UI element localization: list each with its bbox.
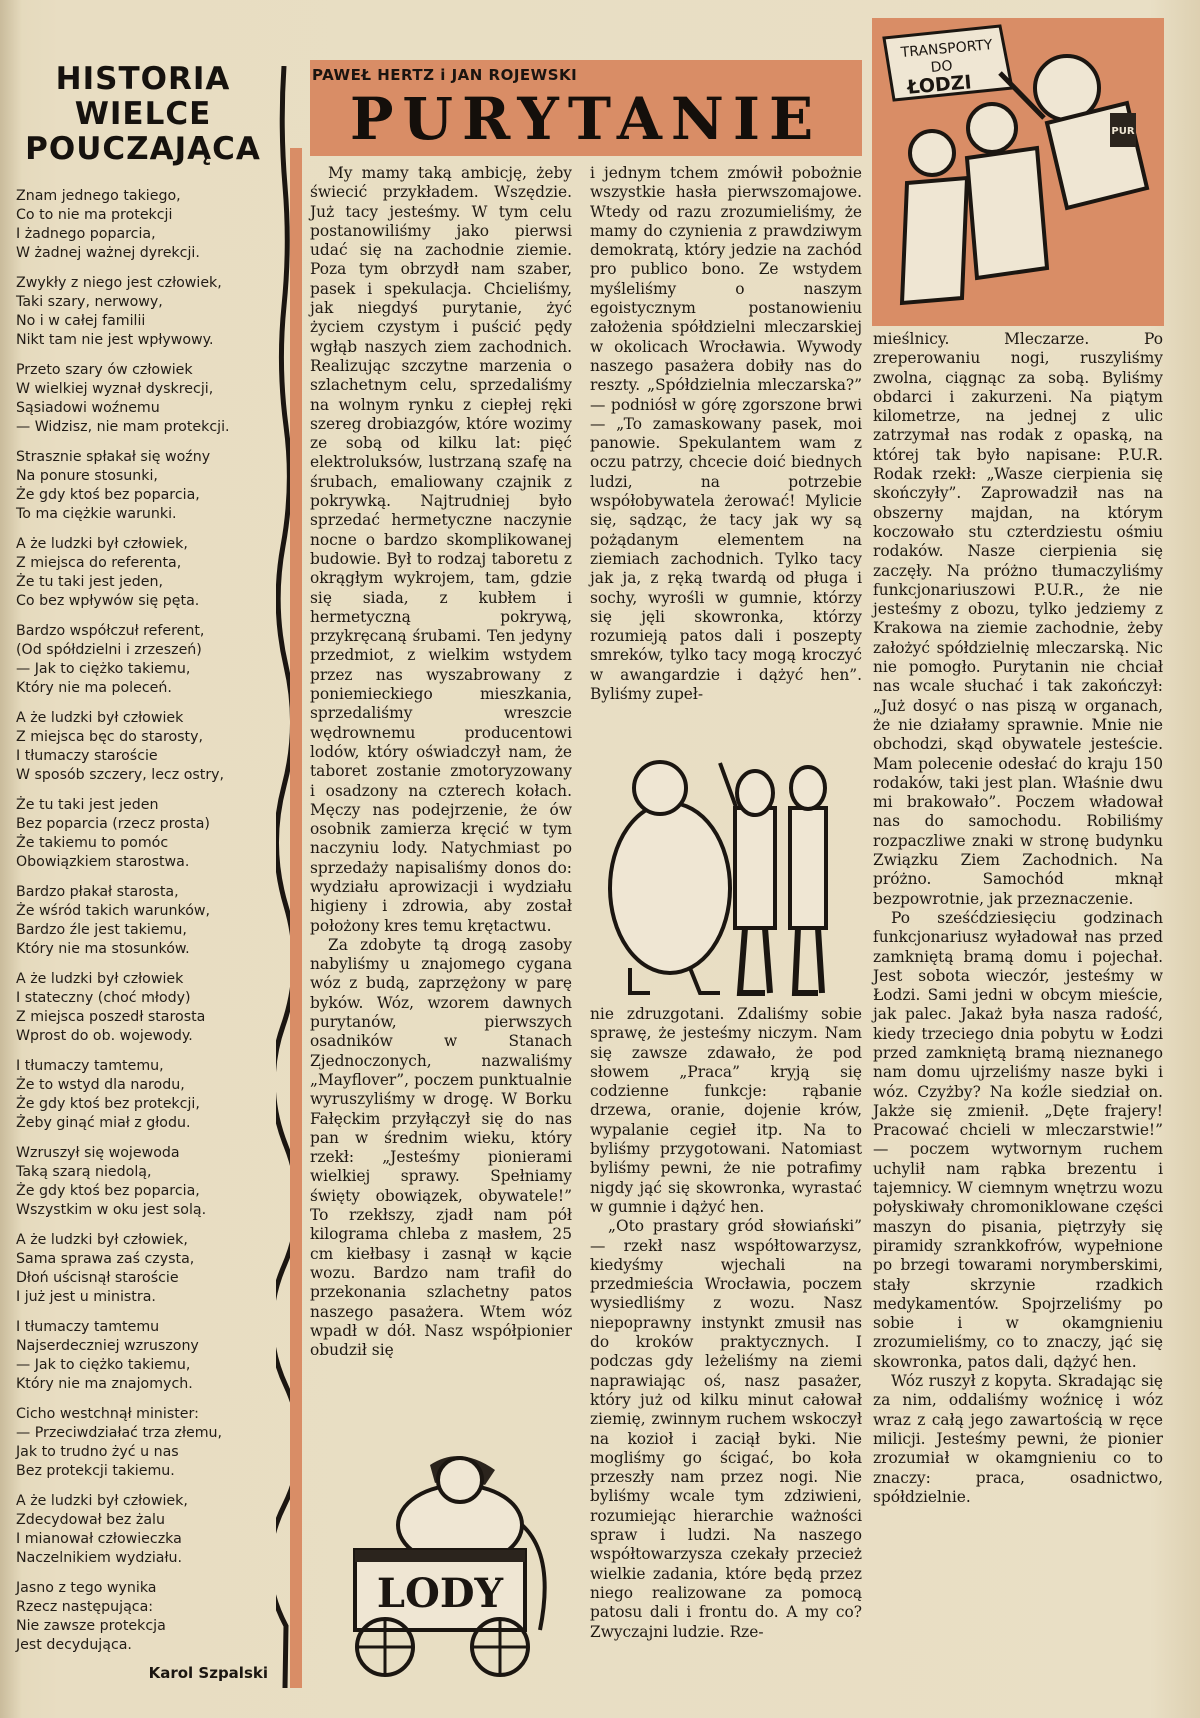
poem-line: Bez poparcia (rzecz prosta)	[16, 816, 210, 832]
poem-line: Sama sprawa zaś czysta,	[16, 1251, 195, 1267]
three-men-drawing	[590, 748, 862, 1003]
poem-line: Sąsiadowi woźnemu	[16, 400, 160, 416]
poem-title	[12, 62, 274, 167]
poem-line: W sposób szczery, lecz ostry,	[16, 767, 225, 783]
paragraph: „Oto prastary gród słowiański” — rzekł nasz współtowarzysz, kiedyśmy wjechali na przedmieścia Wrocławia, poczem wysiedliśmy z wozu. Nasz niepoprawny instynkt zmusił nas do kroków praktycznych. I podczas gdy leżeliśmy na ziemi naprawiając oś, nasz pasażer, który już od kilku minut całował ziemię, zwinnym ruchem wskoczył na kozioł i zaciął byki. Nie mogliśmy go ścigać, bo koła przeszły nam przez nogi. Nie byliśmy wcale tym zdziwieni, rozumiejąc hierarchie ważności spraw i ludzi. Na naszego współtowarzysza czekały przecież wielkie zadania, które będą przez niego realizowane za pomocą patosu dali i frontu do. A my co? Zwyczajni ludzie. Rze-	[590, 1217, 862, 1641]
poem-line: A że ludzki był człowiek,	[16, 1232, 188, 1248]
armband-text: PUR	[1111, 126, 1135, 137]
poem-line: I stateczny (choć młody)	[16, 990, 191, 1006]
poem-line: Na ponure stosunki,	[16, 468, 158, 484]
poem-line: — Przeciwdziałać trza złemu,	[16, 1425, 223, 1441]
sign-line-2: DO	[930, 58, 954, 76]
poem-stanza	[16, 448, 274, 524]
poem-line: Z miejsca bęc do starosty,	[16, 729, 204, 745]
poem-line: Nie zawsze protekcja	[16, 1618, 166, 1634]
article-title: PURYTANIE	[349, 85, 823, 153]
paragraph: Po sześćdziesięciu godzinach funkcjonariusz wyładował nas przed zamkniętą bramą domu i pojechał. Jest sobota wieczór, jesteśmy w Łodzi. Sami jedni w obcym mieście, jak palec. Jakaż była nasza radość, kiedy trzeciego dnia pobytu w Łodzi przed zamkniętą bramą nieznanego nam domu ujrzeliśmy nasze byki i wóz. Czyżby? Na koźle siedział on. Jakże się zmienił. „Dęte frajery! Pracować chcieli w mleczarstwie!” — poczem wytwornym ruchem uchylił nam rąbka brezentu i tajemnicy. W ciemnym wnętrzu wozu połyskiwały chromoniklowane części maszyn do pisania, piętrzyły się piramidy szrankkofrów, wypełnione po brzegi towarami norymberskimi, stały skrzynie rzadkich medykamentów. Spojrzeliśmy po sobie i w okamgnieniu zrozumieliśmy, co to znaczy, jąć się skowronka, patos dali, dążyć hen.	[873, 908, 1163, 1371]
poem-line: Rzecz następująca:	[16, 1599, 154, 1615]
poem-line: No i w całej familii	[16, 313, 146, 329]
poem-line: Nikt tam nie jest wpływowy.	[16, 332, 214, 348]
poem-line: Wszystkim w oku jest solą.	[16, 1202, 207, 1218]
poem-line: — Widzisz, nie mam protekcji.	[16, 419, 230, 435]
sign-line-1: TRANSPORTY	[900, 37, 994, 61]
poem-line: Który nie ma poleceń.	[16, 680, 172, 696]
poem-title-line: POUCZAJĄCA	[25, 131, 261, 167]
poem-line: Bardzo źle jest takiemu,	[16, 922, 187, 938]
poem-stanza	[16, 1492, 274, 1568]
article-column-3	[873, 330, 1163, 1507]
poem-line: W żadnej ważnej dyrekcji.	[16, 245, 200, 261]
poem-line: Zwykły z niego jest człowiek,	[16, 275, 222, 291]
poem-stanza	[16, 1405, 274, 1481]
poem-line: Strasznie spłakał się woźny	[16, 449, 211, 465]
poem-line: Że tu taki jest jeden,	[16, 574, 163, 590]
poem-line: Taką szarą niedolą,	[16, 1164, 152, 1180]
article-column-1	[310, 164, 572, 1360]
poem-author: Karol Szpalski	[148, 1664, 268, 1682]
paragraph: Wóz ruszył z kopyta. Skradając się za nim, oddaliśmy woźnicę i wóz wraz z całą jego zawartością w ręce milicji. Jesteśmy pewni, że pionier zrozumiał w okamgnieniu co to znaczy: praca, osadnictwo, spółdzielnie.	[873, 1372, 1163, 1506]
poem-line: Żeby ginąć miał z głodu.	[16, 1115, 191, 1131]
poem-line: A że ludzki był człowiek	[16, 971, 184, 987]
poem-line: I mianował człowieczka	[16, 1531, 182, 1547]
transport-drawing	[872, 18, 1164, 326]
poem-title-line: WIELCE	[74, 96, 212, 132]
poem-line: Że takiemu to pomóc	[16, 835, 169, 851]
poem-line: Że gdy ktoś bez protekcji,	[16, 1096, 200, 1112]
poem-stanzas	[12, 187, 274, 1655]
poem-stanza	[16, 1144, 274, 1220]
poem-line: Że wśród takich warunków,	[16, 903, 211, 919]
poem-line: Naczelnikiem wydziału.	[16, 1550, 182, 1566]
ice-cream-vendor-drawing	[310, 1425, 578, 1687]
poem-line: Dłoń uścisnął staroście	[16, 1270, 179, 1286]
poem-line: Z miejsca poszedł starosta	[16, 1009, 206, 1025]
paragraph: nie zdruzgotani. Zdaliśmy sobie sprawę, że jesteśmy niczym. Nam się zawsze zdawało, że pod słowem „Praca” kryją się codzienne funkcje: rąbanie drzewa, oranie, dojenie krów, wypalanie cegieł itp. Na to byliśmy przygotowani. Natomiast byliśmy pewni, że nie potrafimy nigdy jąć się skowronka, wyrastać w gumnie i dążyć hen.	[590, 1005, 862, 1216]
poem-stanza	[16, 970, 274, 1046]
article-column-2-top	[590, 164, 862, 704]
poem-line: Wprost do ob. wojewody.	[16, 1028, 193, 1044]
poem-line: Że tu taki jest jeden	[16, 797, 159, 813]
paragraph: i jednym tchem zmówił pobożnie wszystkie hasła pierwszomajowe. Wtedy od razu zrozumieliśmy, że mamy do czynienia z prawdziwym demokratą, który jedzie na zachód pro publico bono. Ze wstydem myśleliśmy o naszym egoistycznym postanowieniu założenia spółdzielni mleczarskiej w okolicach Wrocławia. Wywody naszego pasażera dobiły nas do reszty. „Spółdzielnia mleczarska?” — podniósł w górę zgorszone brwi — „To zamaskowany pasek, moi panowie. Spekulantem wam z oczu patrzy, chcecie doić biednych ludzi, na potrzebie współobywatela żerować! Mylicie się, sądząc, że tacy jak wy są pożądanym elementem na ziemiach zachodnich. Tylko tacy jak ja, z ręką twardą od pługa i sochy, wyrośli w gumnie, którzy się jęli skowronka, którzy rozumieją patos dali i poszepty smreków, tylko tacy mogą kroczyć w awangardzie i dążyć hen”. Byliśmy zupeł-	[590, 164, 862, 704]
poem-line: — Jak to ciężko takiemu,	[16, 661, 191, 677]
poem-line: Jak to trudno żyć u nas	[16, 1444, 179, 1460]
accent-strip	[290, 148, 302, 1688]
poem-stanza	[16, 1318, 274, 1394]
poem-line: — Jak to ciężko takiemu,	[16, 1357, 191, 1373]
illustration-transport	[872, 18, 1164, 326]
poem-line: I tłumaczy tamtemu	[16, 1319, 160, 1335]
poem-line: (Od spółdzielni i zrzeszeń)	[16, 642, 202, 658]
poem-stanza	[16, 883, 274, 959]
sign-line-3: ŁODZI	[906, 71, 973, 99]
poem-line: Bardzo współczuł referent,	[16, 623, 205, 639]
poem-line: I tłumaczy tamtemu,	[16, 1058, 164, 1074]
paragraph: Za zdobyte tą drogą zasoby nabyliśmy u znajomego cygana wóz z budą, zaprzężony w parę byków. Wóz, wzorem dawnych purytanów, pierwszych osadników w Stanach Zjednoczonych, nazwaliśmy „Mayflover”, poczem punktualnie wyruszyliśmy w drogę. W Borku Fałęckim przyłączył się do nas pan w średnim wieku, który rzekł: „Jesteśmy pionierami wielkiej sprawy. Spełniamy święty obowiązek, obywatele!” To rzekłszy, zjadł nam pół kilograma chleba z masłem, 25 cm kiełbasy i zasnął w kącie wozu. Bardzo nam trafił do przekonania szlachetny patos naszego pasażera. Wtem wóz wpadł w dół. Nasz współpionier obudził się	[310, 935, 572, 1360]
poem-line: Cicho westchnął minister:	[16, 1406, 199, 1422]
poem-line: Przeto szary ów człowiek	[16, 362, 193, 378]
cart-sign-text: LODY	[376, 1570, 504, 1617]
poem-line: Że gdy ktoś bez poparcia,	[16, 1183, 200, 1199]
poem-stanza	[16, 1231, 274, 1307]
poem-line: Który nie ma stosunków.	[16, 941, 190, 957]
poem-line: Znam jednego takiego,	[16, 188, 181, 204]
poem-line: Najserdeczniej wzruszony	[16, 1338, 199, 1354]
poem-line: Co to nie ma protekcji	[16, 207, 173, 223]
article-authors: PAWEŁ HERTZ i JAN ROJEWSKI	[312, 66, 578, 84]
poem-stanza	[16, 796, 274, 872]
poem-line: Że to wstyd dla narodu,	[16, 1077, 185, 1093]
poem-stanza	[16, 709, 274, 785]
poem-line: W wielkiej wyznał dyskrecji,	[16, 381, 214, 397]
poem-line: To ma ciężkie warunki.	[16, 506, 177, 522]
poem-line: Jasno z tego wynika	[16, 1580, 157, 1596]
poem-column	[12, 62, 274, 1682]
poem-line: Bardzo płakał starosta,	[16, 884, 179, 900]
poem-line: Obowiązkiem starostwa.	[16, 854, 190, 870]
poem-line: A że ludzki był człowiek,	[16, 536, 188, 552]
poem-stanza	[16, 622, 274, 698]
poem-line: I już jest u ministra.	[16, 1289, 156, 1305]
poem-line: Że gdy ktoś bez poparcia,	[16, 487, 200, 503]
poem-stanza	[16, 361, 274, 437]
poem-line: A że ludzki był człowiek	[16, 710, 184, 726]
poem-stanza	[16, 1579, 274, 1655]
poem-line: Z miejsca do referenta,	[16, 555, 182, 571]
illustration-three-men	[590, 748, 862, 1003]
article-column-2-bottom	[590, 1005, 862, 1642]
poem-line: I tłumaczy staroście	[16, 748, 158, 764]
poem-line: A że ludzki był człowiek,	[16, 1493, 188, 1509]
paragraph: My mamy taką ambicję, żeby świecić przykładem. Wszędzie. Już tacy jesteśmy. W tym celu postanowiliśmy jako pierwsi udać się na zachodnie ziemie. Poza tym obrzydł nam szaber, pasek i spekulacja. Chcieliśmy, jak niegdyś purytanie, żyć życiem czystym i puścić pędy wgłąb naszych ziem zachodnich. Realizując szczytne marzenia o szlachetnym celu, sprzedaliśmy na wolnym rynku z ciepłej ręki szereg drobiazgów, które wozimy ze sobą od kilku lat: pięć elektroluksów, lustrzaną szafę na śrubach, emaliowany czajnik z pokrywką. Najtrudniej było sprzedać hermetyczne naczynie nocne o bardzo skomplikowanej budowie. Był to rodzaj taboretu z okrągłym wykrojem, tam, gdzie się siada, z kubłem i hermetyczną pokrywą, przykręcaną śrubami. Ten jedyny przedmiot, z wielkim wstydem przez nas wyszabrowany z poniemieckiego mieszkania, sprzedaliśmy wreszcie wędrownemu producentowi lodów, który oświadczył nam, że taboret zostanie zmotoryzowany i osadzony na czterech kołach. Męczy nas podejrzenie, że ów osobnik zamierza kręcić w tym naczyniu lody. Natychmiast po sprzedaży napisaliśmy donos do: wydziału aprowizacji i wydziału higieny i zdrowia, aby został położony kres temu krętactwu.	[310, 164, 572, 935]
poem-line: Co bez wpływów się pęta.	[16, 593, 200, 609]
illustration-ice-cream-vendor	[310, 1425, 578, 1687]
poem-stanza	[16, 187, 274, 263]
poem-line: Taki szary, nerwowy,	[16, 294, 163, 310]
poem-stanza	[16, 535, 274, 611]
poem-line: Który nie ma znajomych.	[16, 1376, 193, 1392]
poem-stanza	[16, 1057, 274, 1133]
poem-line: I żadnego poparcia,	[16, 226, 156, 242]
poem-line: Bez protekcji takiemu.	[16, 1463, 175, 1479]
poem-line: Jest decydująca.	[16, 1637, 132, 1653]
poem-title-line: HISTORIA	[55, 61, 231, 97]
poem-line: Wzruszył się wojewoda	[16, 1145, 180, 1161]
poem-line: Zdecydował bez żalu	[16, 1512, 165, 1528]
poem-stanza	[16, 274, 274, 350]
paragraph: mieślnicy. Mleczarze. Po zreperowaniu nogi, ruszyliśmy zwolna, ciągnąc za sobą. Byliśmy obdarci i zakurzeni. Na piątym kilometrze, na jednej z ulic zatrzymał nas rodak z opaską, na której tak było napisane: P.U.R. Rodak rzekł: „Wasze cierpienia się skończyły”. Zaprowadził nas na obszerny majdan, na którym koczowało stu czterdziestu ośmiu rodaków. Nasze cierpienia się zaczęły. Na próżno tłumaczyliśmy funkcjonariuszowi P.U.R., że nie jesteśmy z obozu, tylko jedziemy z Krakowa na ziemie zachodnie, żeby założyć spółdzielnię mleczarską. Nic nie pomogło. Purytanin nie chciał nas wcale słuchać i tak zakończył: „Już dosyć o nas piszą w organach, że nie działamy sprawnie. Mnie nie obchodzi, skąd obywatele jesteście. Mam polecenie odesłać do kraju 150 rodaków, taki jest plan. Właśnie dwu mi brakowało”. Poczem władował nas do samochodu. Robiliśmy rozpaczliwe znaki w stronę budynku Związku Ziem Zachodnich. Na próżno. Samochód mknął bezpowrotnie, jak przeznaczenie.	[873, 330, 1163, 908]
